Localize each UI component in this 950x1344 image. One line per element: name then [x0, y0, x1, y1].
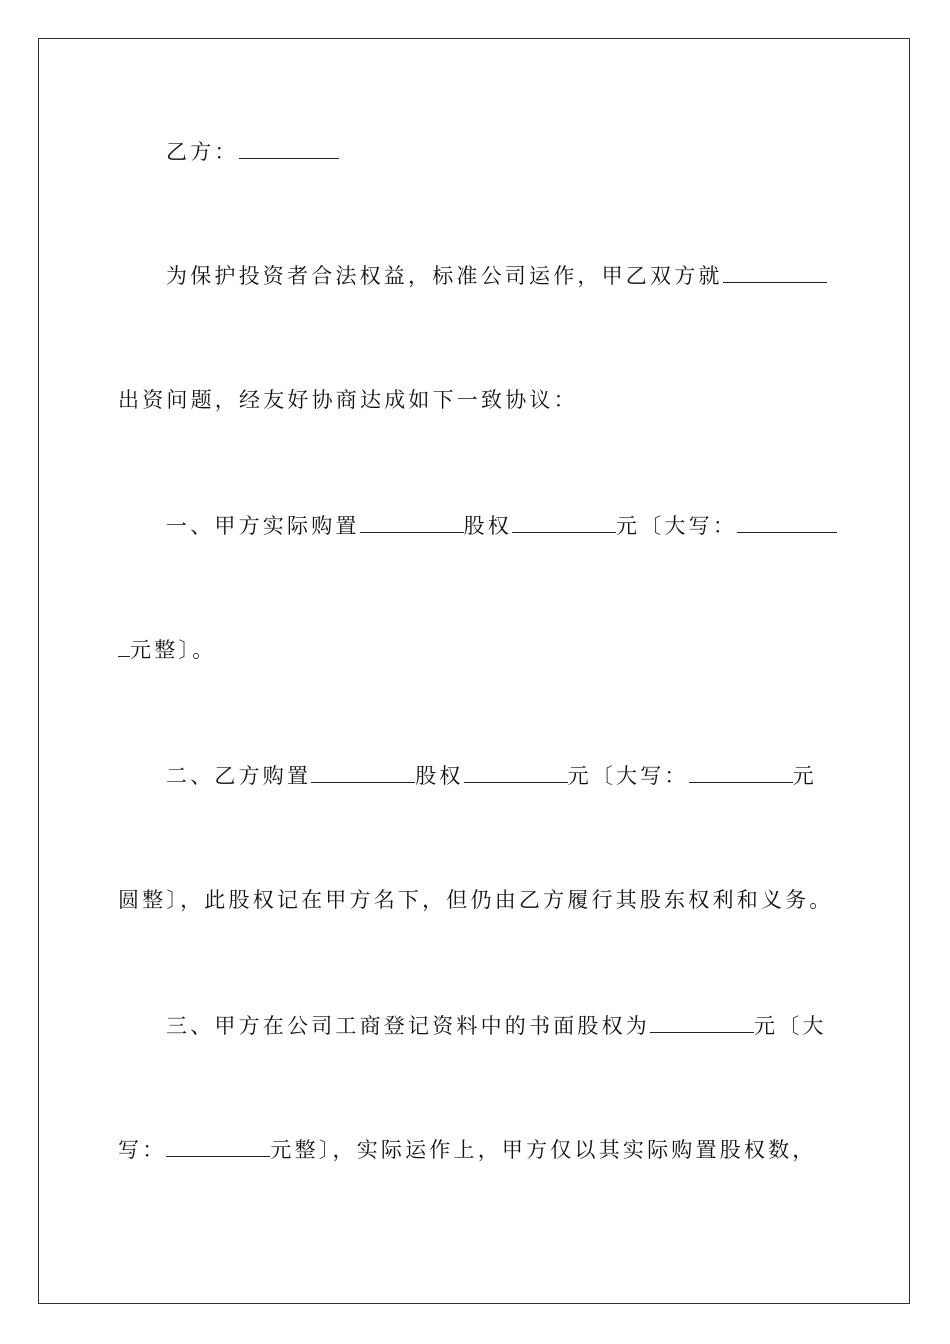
clause-1-blank-b[interactable]	[512, 514, 616, 533]
clause-1-line-1	[166, 512, 837, 540]
clause-1-text-a: 一、甲方实际购置	[166, 514, 360, 538]
preamble-text: 为保护投资者合法权益，标准公司运作，甲乙双方就	[166, 264, 723, 288]
clause-1-text-b: 股权	[463, 514, 513, 538]
party-b-label: 乙方：	[166, 140, 239, 164]
clause-1-text-d: 元整〕。	[130, 638, 217, 662]
clause-2-blank-b[interactable]	[464, 764, 568, 783]
clause-1-text-c: 元〔大写：	[616, 514, 738, 538]
clause-2-text-a: 二、乙方购置	[166, 764, 312, 788]
clause-3-line-2	[118, 1136, 817, 1164]
preamble-blank[interactable]	[723, 264, 827, 283]
party-b-blank[interactable]	[239, 140, 339, 159]
clause-2-line-2: 圆整〕，此股权记在甲方名下，但仍由乙方履行其股东权利和义务。	[118, 888, 834, 912]
clause-3-blank-b[interactable]	[166, 1138, 270, 1157]
clause-1-blank-c[interactable]	[737, 514, 837, 533]
clause-1-blank-c-cont[interactable]	[118, 638, 130, 657]
page-border	[38, 38, 910, 1304]
preamble-line-1	[166, 262, 827, 290]
clause-1-blank-a[interactable]	[360, 514, 464, 533]
preamble-line-2: 出资问题，经友好协商达成如下一致协议：	[118, 388, 578, 412]
clause-1-line-2	[118, 636, 216, 664]
party-b-line	[166, 138, 339, 166]
clause-2-line-1	[166, 762, 817, 790]
clause-3-text-a: 三、甲方在公司工商登记资料中的书面股权为	[166, 1014, 650, 1038]
clause-3-text-b: 元〔大	[754, 1014, 827, 1038]
clause-3-line-1	[166, 1012, 827, 1040]
clause-2-blank-a[interactable]	[311, 764, 415, 783]
clause-2-text-b: 股权	[415, 764, 464, 788]
clause-2-text-c: 元〔大写：	[567, 764, 689, 788]
clause-3-text-d: 元整〕，实际运作上，甲方仅以其实际购置股权数，	[270, 1138, 817, 1162]
clause-3-text-c: 写：	[118, 1138, 167, 1162]
clause-3-blank-a[interactable]	[650, 1014, 754, 1033]
clause-2-text-d: 元	[792, 764, 817, 788]
clause-2-blank-c[interactable]	[689, 764, 793, 783]
